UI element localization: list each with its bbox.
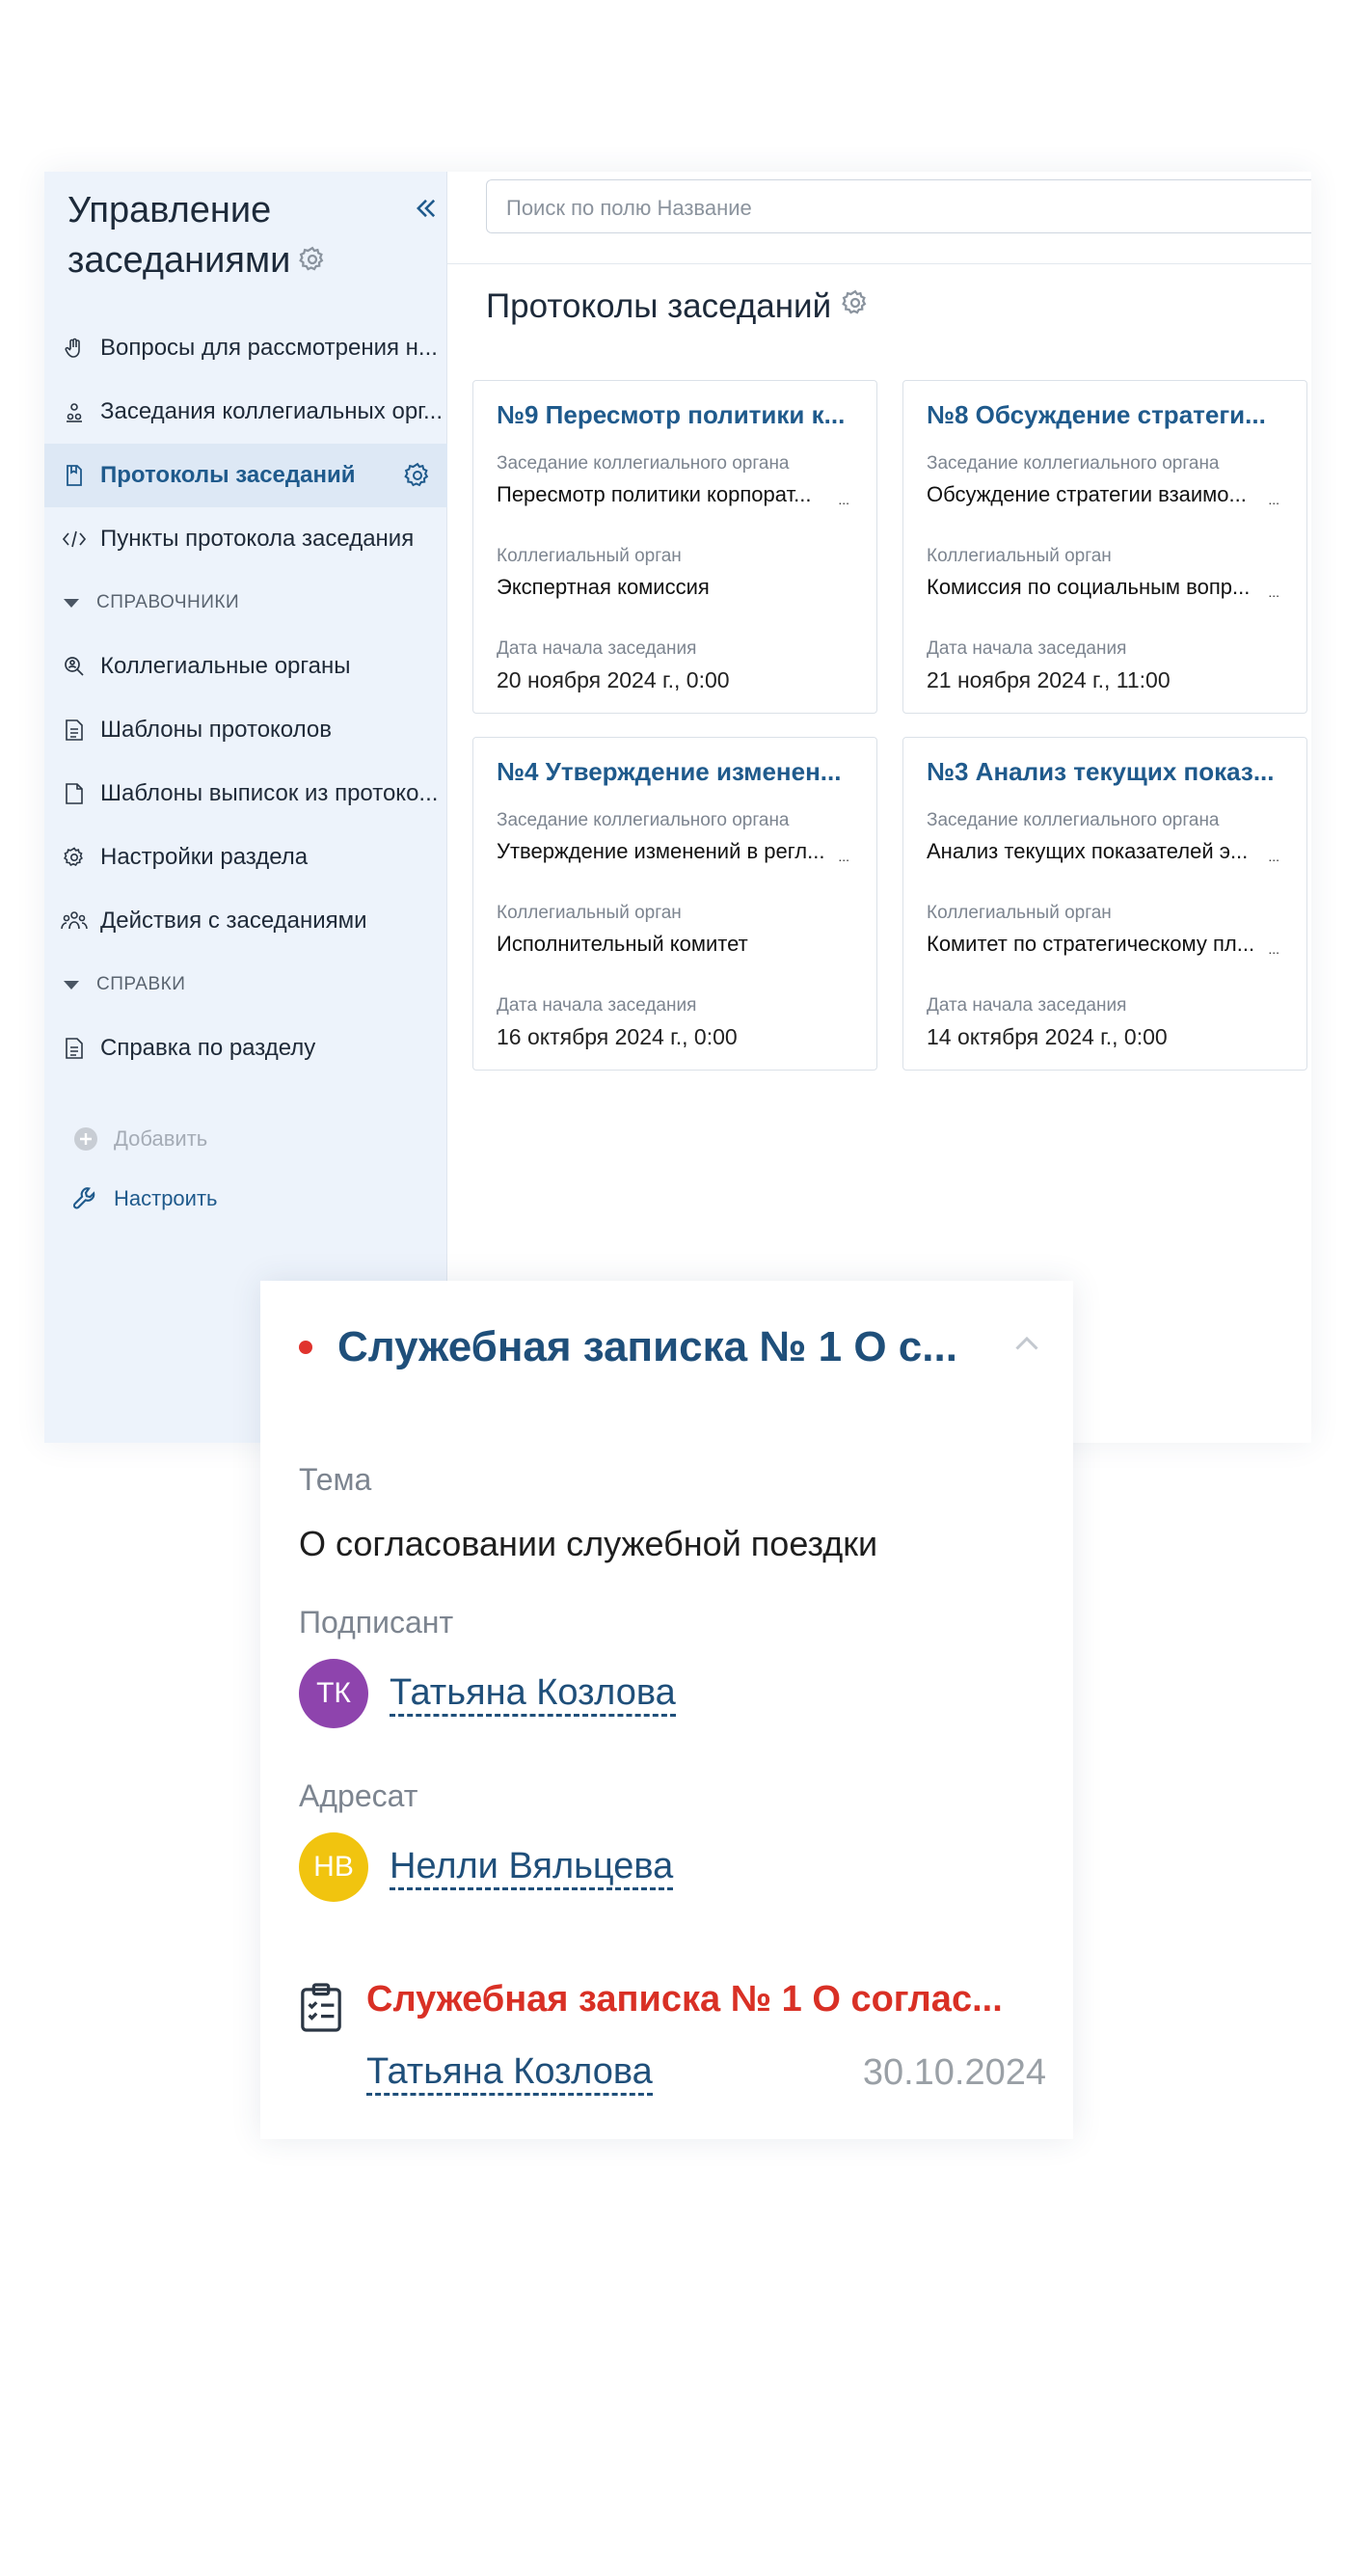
- sidebar-item-protocol-templates[interactable]: [44, 698, 447, 762]
- card-field-label: Заседание коллегиального органа: [927, 453, 1220, 474]
- card-title[interactable]: №8 Обсуждение стратеги...: [927, 400, 1266, 429]
- document-date: 30.10.2024: [862, 2052, 1046, 2093]
- signer: [299, 1659, 676, 1728]
- card-field-label: Дата начала заседания: [927, 638, 1127, 659]
- add-button[interactable]: [44, 1109, 447, 1169]
- hand-icon: [60, 334, 89, 363]
- linked-document[interactable]: [299, 1975, 1046, 2110]
- topbar: [447, 172, 1311, 264]
- card-field-label: Коллегиальный орган: [497, 903, 682, 923]
- card-body-value: Экспертная комиссия: [497, 575, 710, 599]
- add-label: Добавить: [114, 1126, 208, 1151]
- code-icon: [60, 525, 89, 554]
- protocol-card[interactable]: [902, 380, 1307, 714]
- sidebar-item-label: Шаблоны протоколов: [100, 717, 332, 743]
- protocol-card[interactable]: [472, 737, 877, 1071]
- configure-button[interactable]: [44, 1169, 447, 1229]
- gear-icon[interactable]: [841, 287, 870, 326]
- signer-label: Подписант: [299, 1605, 454, 1640]
- group-icon: [60, 907, 89, 935]
- page-title-text: Протоколы заседаний: [486, 287, 832, 325]
- collapse-sidebar-button[interactable]: [407, 189, 445, 228]
- sidebar-item-label: Действия с заседаниями: [100, 908, 367, 934]
- card-body-value: Исполнительный комитет: [497, 932, 748, 956]
- sidebar-item-section-settings[interactable]: [44, 826, 447, 889]
- addressee-label: Адресат: [299, 1778, 418, 1813]
- card-date-value: 14 октября 2024 г., 0:00: [927, 1024, 1168, 1049]
- sidebar-title: [67, 185, 376, 287]
- card-field-label: Заседание коллегиального органа: [497, 453, 790, 474]
- signer-name-link[interactable]: Татьяна Козлова: [390, 1671, 676, 1717]
- sidebar-item-protocols[interactable]: [44, 444, 447, 507]
- card-field-label: Дата начала заседания: [497, 638, 697, 659]
- document-title-link[interactable]: Служебная записка № 1 О соглас...: [366, 1979, 1003, 2020]
- addressee-name-link[interactable]: Нелли Вяльцева: [390, 1845, 673, 1890]
- sidebar-item-label: Настройки раздела: [100, 844, 309, 870]
- card-date-value: 20 ноября 2024 г., 0:00: [497, 667, 730, 692]
- sidebar-item-label: Протоколы заседаний: [100, 462, 356, 488]
- wrench-icon: [69, 1182, 102, 1215]
- card-meeting-value: Обсуждение стратегии взаимо...: [927, 482, 1247, 506]
- card-body-value: Комитет по стратегическому пл...: [927, 932, 1255, 956]
- sidebar-item-meetings[interactable]: [44, 380, 447, 444]
- document-author-link[interactable]: Татьяна Козлова: [366, 2050, 653, 2096]
- card-title[interactable]: №3 Анализ текущих показ...: [927, 757, 1275, 786]
- avatar: ТК: [299, 1659, 368, 1728]
- page-title: [486, 287, 870, 326]
- sidebar-item-help[interactable]: [44, 1017, 447, 1080]
- sidebar-item-label: Коллегиальные органы: [100, 653, 351, 679]
- document-icon: [60, 716, 89, 745]
- caret-down-icon: [64, 981, 79, 990]
- sidebar-title-line2: заседаниями: [67, 240, 291, 281]
- search-input[interactable]: Поиск по полю Название: [486, 179, 1311, 233]
- topic-label: Тема: [299, 1462, 372, 1497]
- gear-icon: [60, 843, 89, 872]
- card-date-value: 21 ноября 2024 г., 11:00: [927, 667, 1171, 692]
- sidebar-item-protocol-points[interactable]: [44, 507, 447, 571]
- card-meeting-value: Анализ текущих показателей э...: [927, 839, 1249, 863]
- card-meeting-value: Утверждение изменений в регл...: [497, 839, 825, 863]
- sidebar-item-label: Вопросы для рассмотрения н...: [100, 335, 438, 361]
- sidebar-item-label: Шаблоны выписок из протоко...: [100, 780, 439, 806]
- sidebar-item-extract-templates[interactable]: [44, 762, 447, 826]
- people-icon: [60, 397, 89, 426]
- card-field-label: Коллегиальный орган: [497, 546, 682, 566]
- section-label: СПРАВОЧНИКИ: [96, 592, 240, 612]
- sidebar: [44, 172, 447, 1443]
- card-field-label: Дата начала заседания: [497, 995, 697, 1016]
- file-icon: [60, 779, 89, 808]
- card-date-value: 16 октября 2024 г., 0:00: [497, 1024, 738, 1049]
- addressee: [299, 1832, 673, 1902]
- app-window: [44, 172, 1311, 1443]
- sidebar-item-meeting-actions[interactable]: [44, 889, 447, 953]
- card-meeting-value: Пересмотр политики корпорат...: [497, 482, 812, 506]
- configure-label: Настроить: [114, 1186, 218, 1210]
- card-field-label: Заседание коллегиального органа: [927, 810, 1220, 830]
- memo-card: [260, 1281, 1073, 2139]
- sidebar-item-questions[interactable]: [44, 316, 447, 380]
- section-label: СПРАВКИ: [96, 974, 186, 994]
- plus-circle-icon: [69, 1123, 102, 1155]
- sidebar-item-label: Заседания коллегиальных орг...: [100, 398, 443, 424]
- section-help[interactable]: [44, 953, 447, 1017]
- main-content: [447, 172, 1311, 1443]
- card-field-label: Заседание коллегиального органа: [497, 810, 790, 830]
- card-body-value: Комиссия по социальным вопр...: [927, 575, 1251, 599]
- avatar: НВ: [299, 1832, 368, 1902]
- card-meeting: Пересмотр политики корпорат... ...: [497, 482, 849, 507]
- sidebar-item-label: Справка по разделу: [100, 1035, 316, 1061]
- sidebar-item-collegial-bodies[interactable]: [44, 635, 447, 698]
- card-body: Комиссия по социальным вопр... ...: [927, 575, 1279, 600]
- caret-down-icon: [64, 599, 79, 608]
- document-icon: [60, 1034, 89, 1063]
- gear-icon[interactable]: [403, 461, 432, 497]
- clipboard-checklist-icon: [299, 1981, 343, 2040]
- unread-dot-icon: [299, 1341, 312, 1354]
- document-icon: [60, 461, 89, 490]
- card-title[interactable]: №4 Утверждение изменен...: [497, 757, 842, 786]
- sidebar-title-line1: Управление: [67, 190, 272, 230]
- topic-value: О согласовании служебной поездки: [299, 1524, 878, 1563]
- protocol-card[interactable]: [902, 737, 1307, 1071]
- card-body: Комитет по стратегическому пл... ...: [927, 932, 1279, 957]
- sidebar-item-label: Пункты протокола заседания: [100, 526, 415, 552]
- card-field-label: Коллегиальный орган: [927, 546, 1112, 566]
- search-people-icon: [60, 652, 89, 681]
- card-meeting: Утверждение изменений в регл... ...: [497, 839, 849, 864]
- memo-title: Служебная записка № 1 О с...: [337, 1323, 957, 1370]
- card-field-label: Коллегиальный орган: [927, 903, 1112, 923]
- card-field-label: Дата начала заседания: [927, 995, 1127, 1016]
- double-chevron-left-icon: [413, 195, 440, 222]
- gear-icon[interactable]: [298, 237, 327, 287]
- chevron-up-icon[interactable]: [1010, 1327, 1044, 1367]
- protocol-card[interactable]: [472, 380, 877, 714]
- memo-header[interactable]: [299, 1323, 1044, 1371]
- sidebar-nav: [44, 316, 447, 1229]
- card-title[interactable]: №9 Пересмотр политики к...: [497, 400, 846, 429]
- section-directories[interactable]: [44, 571, 447, 635]
- card-meeting: Обсуждение стратегии взаимо... ...: [927, 482, 1279, 507]
- card-meeting: Анализ текущих показателей э... ...: [927, 839, 1279, 864]
